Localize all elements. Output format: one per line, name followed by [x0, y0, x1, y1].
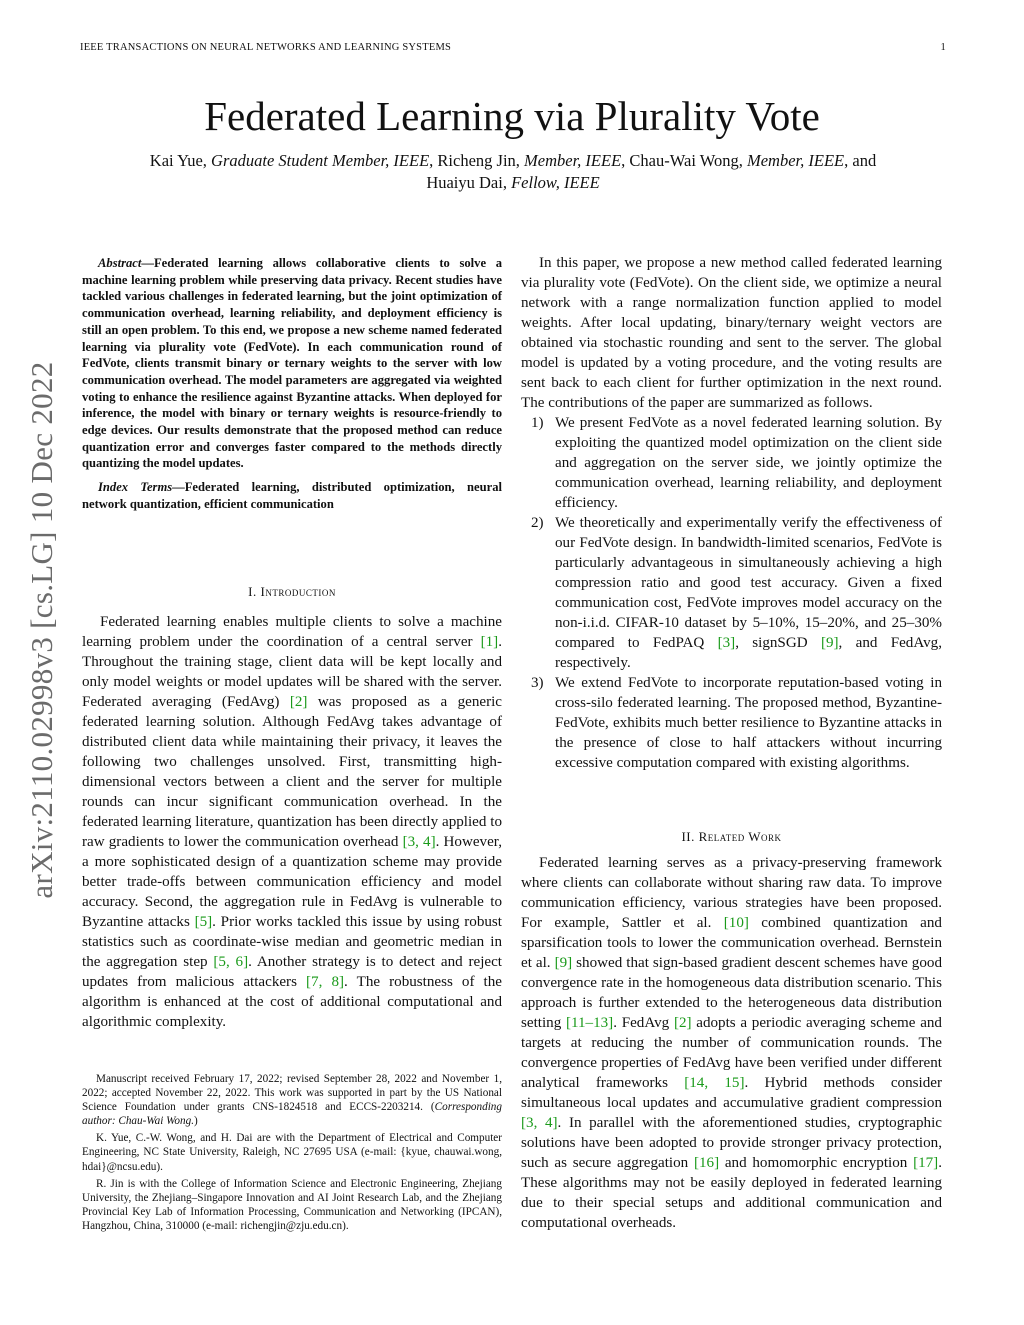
- list-item: 1) We present FedVote as a novel federated learning solution. By exploiting the quantized model optimization on the client side and aggregation on the server side, we jointly optimize the communication overhead, learning reliability, and deployment efficiency.: [531, 415, 942, 511]
- citation-link[interactable]: [9]: [820, 635, 839, 651]
- citation-link[interactable]: [5, 6]: [213, 954, 249, 970]
- intro-continuation-paragraph: In this paper, we propose a new method called federated learning via plurality vote (FedVote). On the client side, we optimize a neural network with a range normalization function applied to model weights. After local updating, binary/ternary weight vectors are obtained via stochastic rounding and sent to the server. The global model is updated by a voting procedure, and the voting results are sent back to each client for further optimization in the next round. The contributions of the paper are summarized as follows.: [521, 255, 942, 411]
- journal-name: IEEE TRANSACTIONS ON NEURAL NETWORKS AND LEARNING SYSTEMS: [80, 42, 452, 53]
- citation-link[interactable]: [1]: [480, 634, 499, 650]
- citation-link[interactable]: [14, 15]: [684, 1075, 745, 1091]
- author-list: Kai Yue, Graduate Student Member, IEEE, Richeng Jin, Member, IEEE, Chau-Wai Wong, Member, IEEE, and Huaiyu Dai, Fellow, IEEE: [149, 151, 877, 192]
- list-item: 3) We extend FedVote to incorporate reputation-based voting in cross-silo federated learning. The proposed method, Byzantine-FedVote, exhibits much better resilience to Byzantine attacks in the presence of close to half attackers without incurring excessive computation compared with existing algorithms.: [531, 675, 942, 771]
- citation-link[interactable]: [2]: [289, 694, 308, 710]
- citation-link[interactable]: [11–13]: [565, 1015, 614, 1031]
- abstract: [82, 255, 502, 513]
- abstract-text: —Federated learning allows collaborative clients to solve a machine learning problem while preserving data privacy. Recent studies have tackled various challenges in federated learning, but the joint optimization of communication overhead, learning reliability, and deployment efficiency is still an open problem. To this end, we propose a new scheme named federated learning via plurality vote (FedVote). In each communication round of FedVote, clients transmit binary or ternary weights to the server with low communication overhead. The model parameters are aggregated via weighted voting to enhance the resilience against Byzantine attacks. When deployed for inference, the model with binary or ternary weights is resource-friendly to edge devices. Our results demonstrate that the proposed method can reduce quantization error and converges faster compared to the methods directly quantizing the model updates.: [82, 256, 502, 471]
- citation-link[interactable]: [3]: [717, 635, 736, 651]
- footnote-manuscript: Manuscript received February 17, 2022; revised September 28, 2022 and November 1, 2022; accepted November 22, 2022. This work was supported in part by the US National Science Foundation under grants CNS-1824518 and ECCS-2203214. (Corresponding author: Chau-Wai Wong.): [82, 1073, 502, 1128]
- citation-link[interactable]: [16]: [693, 1155, 720, 1171]
- citation-link[interactable]: [2]: [673, 1015, 692, 1031]
- citation-link[interactable]: [17]: [913, 1155, 939, 1171]
- running-header: [80, 42, 946, 53]
- introduction-paragraph: Federated learning enables multiple clients to solve a machine learning problem under the coordination of a central server [1]. Throughout the training stage, client data will be kept locally and only model weights or model updates will be shared with the server. Federated averaging (FedAvg) [2] was proposed as a generic federated learning solution. Although FedAvg takes advantage of distributed client data while maintaining their privacy, it leaves the following two challenges unsolved. First, transmitting high-dimensional vectors between a client and the server for multiple rounds can incur significant communication overhead. In the federated learning literature, quantization has been directly applied to raw gradients to lower the communication overhead [3, 4]. However, a more sophisticated design of a quantization scheme may provide better trade-offs between communication efficiency and model accuracy. Second, the aggregation rule in FedAvg is vulnerable to Byzantine attacks [5]. Prior works tackled this issue by using robust statistics such as coordinate-wise median and geometric median in the aggregation step [5, 6]. Another strategy is to detect and reject updates from malicious attackers [7, 8]. The robustness of the algorithm is enhanced at the cost of additional computational and algorithmic complexity.: [82, 614, 502, 1030]
- abstract-label: Abstract: [98, 256, 142, 270]
- section-heading-related-work: II. Related Work: [681, 829, 782, 844]
- list-item: 2) We theoretically and experimentally verify the effectiveness of our FedVote design. In bandwidth-limited scenarios, FedVote is particularly advantageous in simultaneously achieving a high compression ratio and good test accuracy. Given a fixed communication cost, FedVote improves model accuracy on the non-i.i.d. CIFAR-10 dataset by 5–10%, 15–20%, and 25–30% compared to FedPAQ [3], signSGD [9], and FedAvg, respectively.: [531, 515, 942, 671]
- index-terms-text: —Federated learning, distributed optimization, neural network quantization, efficient communication: [82, 480, 502, 511]
- arxiv-stamp: arXiv:2110.02998v3 [cs.LG] 10 Dec 2022: [24, 361, 59, 899]
- contribution-list: [521, 413, 942, 773]
- footnote-affiliation-zju: R. Jin is with the College of Information Science and Electronic Engineering, Zhejiang University, the Zhejiang–Singapore Innovation and AI Joint Research Lab, and the Zhejiang Provincial Key Lab of Information Processing, Communication and Networking (IPCAN), Hangzhou, China, 310000 (e-mail: richengjin@zju.edu.cn).: [82, 1177, 502, 1232]
- section-heading-introduction: I. Introduction: [248, 584, 336, 599]
- index-terms-label: Index Terms: [98, 480, 173, 495]
- related-work-paragraph: Federated learning serves as a privacy-preserving framework where clients can collaborate without sharing raw data. To improve communication efficiency, various strategies have been proposed. For example, Sattler et al. [10] combined quantization and sparsification tools to lower the communication overhead. Bernstein et al. [9] showed that sign-based gradient descent schemes have good convergence rate in the homogeneous data distribution scenario. This approach is further extended to the heterogeneous data distribution setting [11–13]. FedAvg [2] adopts a periodic averaging scheme and targets at reducing the number of communication rounds. The convergence properties of FedAvg have been verified under different analytical frameworks [14, 15]. Hybrid methods consider simultaneous local updates and accumulative gradient compression [3, 4]. In parallel with the aforementioned studies, cryptographic solutions have been adopted to provide stronger privacy protection, such as secure aggregation [16] and homomorphic encryption [17]. These algorithms may not be easily deployed in federated learning due to their special setups and additional communication and computational overheads.: [521, 855, 942, 1231]
- citation-link[interactable]: [5]: [194, 914, 213, 930]
- citation-link[interactable]: [10]: [723, 915, 749, 931]
- contributions-block: [521, 253, 942, 773]
- footnotes: [82, 1072, 502, 1236]
- footnote-affiliation-ncsu: K. Yue, C.-W. Wong, and H. Dai are with the Department of Electrical and Computer Engineering, NC State University, Raleigh, NC 27695 USA (e-mail: {kyue, chauwai.wong, hdai}@ncsu.edu).: [82, 1132, 502, 1173]
- citation-link[interactable]: [7, 8]: [306, 974, 345, 990]
- page-number: 1: [940, 42, 946, 53]
- paper-title: Federated Learning via Plurality Vote: [204, 93, 820, 139]
- citation-link[interactable]: [9]: [554, 955, 573, 971]
- citation-link[interactable]: [3, 4]: [521, 1115, 558, 1131]
- citation-link[interactable]: [3, 4]: [402, 834, 436, 850]
